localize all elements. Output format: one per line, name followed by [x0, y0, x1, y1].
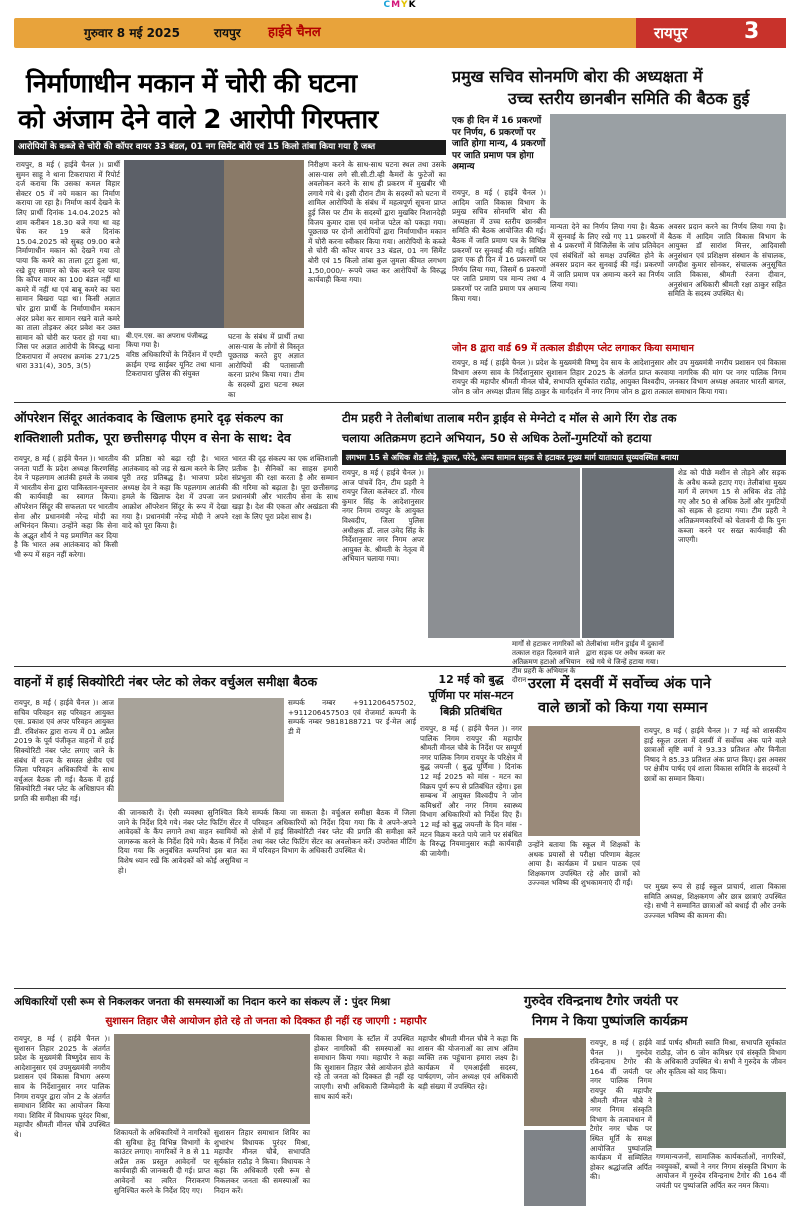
story-headline-line2: शक्तिशाली प्रतीक, पूरा छत्तीसगढ़ पीएम व सेना के साथ: देव: [14, 430, 291, 445]
story-column: रायपुर, 8 मई ( हाईवे चैनल )। 7 मई को शासकीय हाई स्कूल उरला में दसवीं में सर्वोच्च अंक पाने वाले छात्राओं सृष्टि वर्मा ने 93.33 प्रतिशत और विनीता निषाद ने 85.33 प्रतिशत अंक प्राप्त किए। इस अवसर पर क्षेत्रीय पार्षद एवं शाला विकास समिति के सदस्यों ने छात्रों का सम्मान किया।: [644, 726, 786, 783]
story-headline-line1: निर्माणाधीन मकान में चोरी की घटना: [26, 69, 357, 99]
story-strap: आरोपियों के कब्जे से चोरी की कॉपर वायर 33 बंडल, 01 नग सिमेंट बोरी एवं 15 किलो तांबा किया गया है जब्त: [14, 140, 446, 155]
story-column: वार्ड पार्षद श्रीमती स्वाति मिश्रा, सभापति सूर्यकांत राठौड़, जोन 6 जोन कमिश्नर एवं संस्कृति विभाग के अधिकारी उपस्थित थे। सभी ने गुरुदेव के जीवन और कृतित्व को याद किया।: [656, 1038, 786, 1076]
story-headline-line2: को अंजाम देने वाले 2 आरोपी गिरफ्तार: [18, 105, 378, 135]
story-headline-line1: 12 मई को बुद्ध: [438, 673, 504, 686]
story-column: अवसर प्रदान करने का निर्णय लिया गया है। बैठक में आदिम जाति विकास विभाग के आयुक्त डॉ सारांश मित्तर, आदिवासी अनुसंधान एवं प्रशिक्षण संस्थान के संचालक, जगदीश कुमार सोनकर, संचालक अनुसूचित जाति विकास, श्रीमती रंजना दीवान, अनुसंधान अधिकारी श्रीमती रक्षा ठाकुर सहित समिति के सदस्य उपस्थित थे।: [668, 222, 786, 299]
story-column: महापौर श्रीमती मीनल चौबे ने कहा कि शासन की योजनाओं का लाभ अंतिम व्यक्ति तक पहुंचाना हमारा लक्ष्य है। कार्यक्रम में एमआईसी सदस्य, पार्षदगण, जोन अध्यक्ष एवं अधिकारी बड़ी संख्या में उपस्थित रहे।: [418, 1034, 518, 1091]
story-sushasan-tihar: [14, 992, 518, 1210]
news-photo-crowd: [524, 1130, 586, 1206]
photo-caption: बी.एन.एस. का अपराध पंजीबद्ध किया गया है।: [126, 332, 208, 349]
news-photo-demolition: [582, 468, 674, 638]
story-headline-line1: प्रमुख सचिव सोनमणि बोरा की अध्यक्षता में: [452, 67, 703, 86]
story-headline-line1: उरला में दसवीं में सर्वोच्च अंक पाने: [528, 676, 711, 692]
sub-story-body: रायपुर, 8 मई ( हाईवे चैनल )। प्रदेश के मुख्यमंत्री विष्णु देव साय के आदेशानुसार और उप मुख्यमंत्री नगरीय प्रशासन एवं विकास विभाग अरुण साव के निर्देशानुसार सुशासन तिहार 2025 के अंतर्गत प्राप्त करवाया नागरिक की मांग पर नगर पालिक निगम रायपुर की महापौर श्रीमती मीनल चौबे, सभापति सूर्यकांत राठौड़, आयुक्त विश्वदीप, जनकार विभाग अध्यक्ष अवतार भारती बागल, जोन 8 जोन अध्यक्ष प्रीतम सिंह ठाकुर के मार्गदर्शन में नगर निगम जोन 8 द्वारा तत्काल समाधान किया गया।: [452, 358, 786, 396]
story-tagore-jayanti: [524, 992, 786, 1210]
story-column: शिकायतों के अधिकारियों ने नागरिकों की सुविधा हेतु विभिन्न विभागों के काउंटर लगाए। नागरिकों ने 8 से 11 अप्रैल तक प्रस्तुत आवेदनों पर कार्यवाही की जानकारी दी गई। प्राप्त आवेदनों का त्वरित निराकरण सुनिश्चित करने के निर्देश दिए गए।: [114, 1128, 210, 1195]
story-column: मान्यता देने का निर्णय लिया गया है। बैठक में सुनवाई के लिए रखे गए 11 प्रकरणों में से 4 प्रकरणों में विजिलेंस के जांच प्रतिवेदन एवं संबंधितों को समक्ष उपस्थित होने के अवसर प्रदान कर सुनवाई की गई। प्रकरणों में जाति प्रमाण पत्र अमान्य करने का निर्णय लिया गया।: [550, 222, 664, 289]
contact-details: सम्पर्क नम्बर +911206457502, +911206457503 एवं रोजमार्ट कम्पनी के सम्पर्क नम्बर 9818188721 पर ई-मेल आई डी में: [288, 698, 416, 736]
story-column: पर मुख्य रूप से हाई स्कूल प्राचार्य, शाला विकास समिति अध्यक्ष, शिक्षकगण और छात्र छात्राएं उपस्थित रहे। सभी ने सम्मानित छात्राओं को बधाई दी और उनके उज्ज्वल भविष्य की कामना की।: [644, 882, 786, 920]
story-column: वरिष्ठ अधिकारियों के निर्देशन में एण्टी क्राईम एण्ड साईबर यूनिट तथा थाना टिकरापारा पुलिस की संयुक्त: [126, 350, 222, 379]
story-body: रायपुर, 8 मई ( हाईवे चैनल )। नगर पालिक निगम रायपुर की महापौर श्रीमती मीनल चौबे के निर्देश पर सम्पूर्ण नगर पालिक निगम रायपुर के परिक्षेत्र में बुद्ध जयन्ती ( बुद्ध पूर्णिमा ) दिनांक 12 मई 2025 को मांस - मटन का विक्रय पूर्ण रूप से प्रतिबंधित रहेगा। इस सम्बन्ध में आयुक्त विश्वदीप ने जोन कमिश्नरों और नगर निगम स्वास्थ्य विभाग अधिकारियों को निर्देश दिए हैं। 12 मई को बुद्ध जयन्ती के दिन मांस - मटन विक्रय करते पाये जाने पर संबंधित के विरुद्ध नियमानुसार कड़ी कार्यवाही की जायेगी।: [420, 724, 522, 858]
story-column: शेड को पीछे मशीन से तोड़ने और सड़क के अवैध कब्जे हटाए गए। तेलीबांधा मुख्य मार्ग में लगभग 15 से अधिक शेड तोड़े गए और 50 से अधिक ठेलों और गुमटियों को सड़क से हटाया गया। टीम प्रहरी ने अतिक्रमणकारियों को चेतावनी दी कि पुनः कब्जा करने पर सख्त कार्यवाही की जाएगी।: [678, 468, 786, 545]
story-column: भारत की दृढ़ संकल्प का एक शक्तिशाली प्रतीक है। सैनिकों का साहस हमारी संप्रभुता की रक्षा करता है और सम्मान की गरिमा को बढ़ाता है। पूरा छत्तीसगढ़ प्रधानमंत्री और भारतीय सेना के साथ खड़ा है। देश की एकता और अखंडता की रक्षा के लिए पूरा प्रदेश साथ है।: [232, 454, 338, 521]
story-column: सुशासन तिहार समाधान शिविर का शुभारंभ विधायक पुरंदर मिश्रा, महापौर मीनल चौबे, सभापति सूर्यकांत राठौड़ ने किया। विधायक ने कहा कि अधिकारी एसी रूम से निकलकर जनता की समस्याओं का निदान करें।: [214, 1128, 310, 1195]
story-headline-line2: वाले छात्रों को किया गया सम्मान: [538, 700, 708, 716]
newspaper-brand: हाईवे चैनल: [268, 25, 321, 40]
story-column: रायपुर, 8 मई ( हाईवे चैनल )। प्रार्थी सुमन साहू ने थाना टिकरापारा में रिपोर्ट दर्ज कराया कि उसका कमल विहार सेक्टर 05 में नये मकान का निर्माण कराया जा रहा है। निर्माण कार्य देखने के लिए प्रार्थी दिनांक 14.04.2025 को शाम करीबन 18.30 बजे गया था वह चेक कर 19 बजे दिनांक 15.04.2025 को सुबह 09.00 बजे निर्माणाधीन मकान को देखने गया तो पाया कि कमरे का ताला टूटा हुआ था, रखे हुए सामान को चेक करने पर पाया कि कॉपर वायर का 100 बंडल नहीं था कमरे में नहीं था एवं बाबू कमरे का चरा सामान बिखरा पड़ा था। किसी अज्ञात चोर द्वारा प्रार्थी के निर्माणाधीन मकान अंदर प्रवेश कर सामान रखने वाले कमरे का ताला तोड़कर अंदर प्रवेश कर उक्त सामान को चोरी कर फरार हो गया था। जिस पर अज्ञात आरोपी के विरुद्ध थाना टिकरापारा में अपराध क्रमांक 271/25 धारा 331(4), 305, 3(5): [16, 160, 120, 371]
story-headline-line2: चलाया अतिक्रमण हटाने अभियान, 50 से अधिक ठेलों-गुमटियों को हटाया: [342, 431, 652, 445]
photo-caption: तेलीबांधा मरीन ड्राईव में दुकानों द्वारा सड़क पर अवैध कब्जा कर रखे गये थे जिन्हें हटाया गया।: [586, 640, 666, 666]
magenta-mark: M: [391, 0, 402, 10]
masthead: [14, 18, 786, 48]
section-tab: [636, 18, 786, 48]
story-meat-ban: [420, 672, 522, 984]
story-headline-line2: निगम ने किया पुष्पांजलि कार्यक्रम: [532, 1014, 688, 1029]
story-headline: अधिकारियों एसी रूम से निकलकर जनता की समस्याओं का निदान करने का संकल्प लें : पुंदर मिश्रा: [14, 996, 391, 1008]
print-color-marks: [0, 0, 800, 14]
story-column: गणमान्यजनों, सामाजिक कार्यकर्ताओं, नागरिकों, नवयुवकों, बच्चों ने नगर निगम संस्कृति विभाग के आयोजन में गुरुदेव रविन्द्रनाथ टैगोर की 164 वीं जयंती पर पुष्पांजलि अर्पित कर नमन किया।: [656, 1152, 786, 1190]
story-strap: सुशासन तिहार जैसे आयोजन होते रहे तो जनता को दिक्कत ही नहीं रह जाएगी : महापौर: [105, 1016, 427, 1027]
story-headline-line2: उच्च स्तरीय छानबीन समिति की बैठक हुई: [508, 89, 750, 108]
news-photo-meeting: [550, 114, 786, 218]
story-column: सम्पर्क किया जा सकता है। वर्चुअल समीक्षा बैठक में जिला परिवहन अधिकारियों को निर्देश दिया गया कि वे अपने-अपने क्षेत्रों में हाई सिक्योरिटी नंबर प्लेट की प्रगति की समीक्षा करें तथा नंबर प्लेट फिटिंग सेंटर का अवलोकन करें। उपरोक्त मीटिंग में परिवहन विभाग के अधिकारी उपस्थित थे।: [252, 808, 416, 856]
news-photo-police: [224, 160, 304, 328]
story-column: घटना के संबंध में प्रार्थी तथा आस-पास के लोगों से विस्तृत पूछताछ करते हुए अज्ञात आरोपियों की पतासाजी करना प्रारंभ किया गया। टीम के सदस्यों द्वारा घटना स्थल का: [228, 332, 304, 399]
black-mark: K: [408, 0, 417, 10]
section-divider: [14, 988, 786, 989]
story-column: रायपुर, 8 मई ( हाईवे चैनल )। सुशासन तिहार 2025 के अंतर्गत प्रदेश के मुख्यमंत्री विष्णुदेव साय के आदेशानुसार एवं उपमुख्यमंत्री नगरीय प्रशासन एवं विकास विभाग अरुण साव के निर्देशानुसार नगर पालिक निगम रायपुर द्वारा जोन 2 के अंतर्गत समाधान शिविर का आयोजन किया गया। शिविर में विधायक पुरंदर मिश्रा, महापौर श्रीमती मीनल चौबे उपस्थित थे।: [14, 1034, 110, 1139]
cyan-mark: C: [383, 0, 392, 10]
story-column: रायपुर, 8 मई ( हाईवे चैनल )। आज सचिव परिवहन सह परिवहन आयुक्त एस. प्रकाश एवं अपर परिवहन आयुक्त डी. रविशंकर द्वारा राज्य में 01 अप्रैल 2019 के पूर्व पंजीकृत वाहनों में हाई सिक्योरिटी नंबर प्लेट लगाए जाने के संबंध में राज्य के समस्त क्षेत्रीय एवं जिला परिवहन अधिकारियों के साथ वर्चुअल बैठक ली गई। बैठक में हाई सिक्योरिटी नंबर प्लेट के अधिष्ठापन की प्रगति की समीक्षा की गई।: [14, 698, 114, 803]
story-column: रायपुर, 8 मई ( हाईवे चैनल )। भारतीय जनता पार्टी के प्रदेश अध्यक्ष किरणसिंह देव ने पहलगाम आतंकी हमले के जवाब में भारतीय सेना द्वारा पाकिस्तान-मुक्त्तार की कार्यवाही का स्वागत किया। ऑपरेशन सिंदूर की सफलता पर भारतीय सेना और प्रधानमंत्री नरेन्द्र मोदी का अभिनंदन किया। उन्होंने कहा कि सेना के अद्भुत शौर्य ने यह प्रमाणित कर दिया है कि भारत अब आतंकवाद को किसी भी रूप में सहन नहीं करेगा।: [14, 454, 118, 559]
news-photo-virtual-meeting: [118, 698, 284, 802]
story-hsrp-review: [14, 672, 416, 984]
edition-city: रायपुर: [214, 26, 241, 40]
story-column: विकास विभाग के स्टॉल में उपस्थित होकर नागरिकों की समस्याओं का समाधान किया गया। महापौर ने कहा कि सुशासन तिहार जैसे आयोजन होते रहे तो जनता को दिक्कत ही नहीं रह जाएगी। सभी अधिकारी जिम्मेदारी के साथ कार्य करें।: [314, 1034, 414, 1101]
story-headline-line1: ऑपरेशन सिंदूर आतंकवाद के खिलाफ हमारे दृढ़ संकल्प का: [14, 410, 283, 425]
section-divider: [14, 666, 786, 667]
story-theft-arrest: [14, 66, 446, 399]
story-headline-line1: गुरुदेव रविन्द्रनाथ टैगोर जयंती पर: [524, 994, 678, 1009]
story-column: रायपुर, 8 मई ( हाईवे चैनल )। आज पांचवें दिन, टीम प्रहरी ने रायपुर जिला कलेक्टर डॉ. गौरव कुमार सिंह के आदेशानुसार नगर निगम रायपुर के आयुक्त विश्वदीप, जिला पुलिस अधीक्षक डॉ. लाल उमेद सिंह के निर्देशानुसार नगर निगम अपर आयुक्त के. श्रीमती के नेतृत्व में अभियान चलाया गया।: [342, 468, 424, 564]
story-column: रायपुर, 8 मई ( हाईवे चैनल )। आदिम जाति विकास विभाग के प्रमुख सचिव सोनमणि बोरा की अध्यक्षता में उच्च स्तरीय छानबीन समिति की बैठक आयोजित की गई। बैठक में जाति प्रमाण पत्र के विभिन्न प्रकरणों पर सुनवाई की गई। समिति द्वारा एक ही दिन में 16 प्रकरणों पर निर्णय लिया गया, जिसमें 6 प्रकरणों पर जाति प्रमाण पत्र मान्य तथा 4 प्रकरणों पर जाति प्रमाण पत्र अमान्य किया गया।: [452, 188, 546, 303]
sub-headline: जोन 8 द्वारा वार्ड 69 में तत्काल डीडीएम प्लेट लगाकर किया समाधान: [452, 343, 694, 354]
photo-caption: मार्गों से हटाकर नागरिकों को तत्काल राहत दिलवाने वाले अतिक्रमण हटाओ अभियान टीम प्रहरी के अभियान के दौरान: [512, 640, 584, 684]
news-photo-camp: [114, 1034, 310, 1124]
story-caste-committee: [452, 66, 786, 376]
story-headline: वाहनों में हाई सिक्योरिटी नंबर प्लेट को लेकर वर्चुअल समीक्षा बैठक: [14, 674, 318, 689]
yellow-mark: Y: [401, 0, 409, 10]
story-urla-students: [528, 672, 786, 984]
story-headline-line2: पूर्णिमा पर मांस-मटन: [428, 689, 514, 702]
section-name: रायपुर: [654, 24, 688, 42]
story-strap: लगभग 15 से अधिक शेड तोड़े, कूलर, परेदे, अन्य सामान सड़क से हटाकर मुख्य मार्ग यातायात सुव्यवस्थित बनाया: [342, 450, 786, 465]
page-number: 3: [744, 19, 760, 44]
story-kicker: एक ही दिन में 16 प्रकरणों पर निर्णय, 6 प्रकरणों पर जाति होगा मान्य, 4 प्रकरणों पर जाति प्रमाण पत्र होगा अमान्य: [452, 116, 546, 172]
story-headline-line1: टीम प्रहरी ने तेलीबांधा तालाब मरीन ड्राईव से मेग्नेटो द मॉल से आगे रिंग रोड तक: [342, 411, 677, 425]
story-column: निरीक्षण करने के साथ-साथ घटना स्थल तथा उसके आस-पास लगे सी.सी.टी.व्ही कैमरों के फुटेजों का अवलोकन करने के साथ ही प्रकरण में मुखबीर भी लगाये गये थे। इसी दौरान टीम के सदस्यों को घटना में शामिल आरोपियों के संबंध में महत्वपूर्ण सूचना प्राप्त हुई जिस पर टीम के सदस्यों द्वारा मुखबिर निशानदेही विजय कुमार दास एवं मनोज पटेल को पकड़ा गया। पूछताछ पर दोनों आरोपियों द्वारा निर्माणाधीन मकान में चोरी करना स्वीकार किया गया। आरोपियों के कब्जे से चोरी की कॉपर वायर 33 बंडल, 01 नग सिमेंट बोरी एवं 15 किलो तांबा कुल जुमला कीमत लगभग 1,50,000/- रूपये जब्त कर आरोपियों के विरुद्ध कार्यवाही किया गया।: [308, 160, 446, 285]
story-headline-line3: बिक्री प्रतिबंधित: [440, 705, 502, 718]
issue-date: गुरुवार 8 मई 2025: [84, 26, 180, 40]
story-column: की जानकारी दें। ऐसी व्यवस्था सुनिश्चित किये जाने के निर्देश दिये गये। नंबर प्लेट फिटिंग सेंटर में आवेदकों के कैंप लगाने तथा वाहन स्वामियों को जागरूक करने के निर्देश दिये गये। बैठक में निर्देश दिया गया कि अनुबंधित कम्पनियां इस बात का विशेष ध्यान रखें कि आवेदकों को कोई असुविधा न हो।: [118, 808, 248, 875]
story-column: उन्होंने बताया कि स्कूल में शिक्षकों के अथक प्रयासों से परीक्षा परिणाम बेहतर आया है। कार्यक्रम में प्रधान पाठक एवं शिक्षकगण उपस्थित रहे और छात्रों को उज्ज्वल भविष्य की शुभकामनाएं दी गईं।: [528, 840, 640, 888]
section-divider: [14, 402, 786, 403]
news-photo-statue: [656, 1092, 786, 1148]
news-photo-road: [428, 468, 580, 638]
story-column: की प्रतिष्ठा को बढ़ा रही है। भारत आतंकवाद को जड़ से खत्म करने के लिए पूरी तरह प्रतिबद्ध है। भाजपा प्रदेश अध्यक्ष देव ने कहा कि पहलगाम आतंकी हमले के खिलाफ देश में उपजा जन आक्रोश ऑपरेशन सिंदूर के रूप में देखा गया है। प्रधानमंत्री नरेन्द्र मोदी ने अपने वादे को पूरा किया है।: [122, 454, 228, 531]
news-photo-students: [528, 726, 640, 836]
news-photo-accused: [124, 160, 224, 328]
story-operation-sindoor: [14, 408, 338, 662]
news-photo-tribute: [524, 1038, 586, 1126]
story-column: रायपुर, 8 मई ( हाईवे चैनल )। गुरुदेव रविन्द्रनाथ टैगोर की 164 वीं जयंती पर नगर पालिक निगम रायपुर की महापौर श्रीमती मीनल चौबे ने नगर निगम संस्कृति विभाग के तत्वावधान में टैगोर नगर चौक पर स्थित मूर्ति के समक्ष आयोजित पुष्पांजलि कार्यक्रम में सम्मिलित होकर श्रद्धांजलि अर्पित की।: [590, 1038, 652, 1182]
